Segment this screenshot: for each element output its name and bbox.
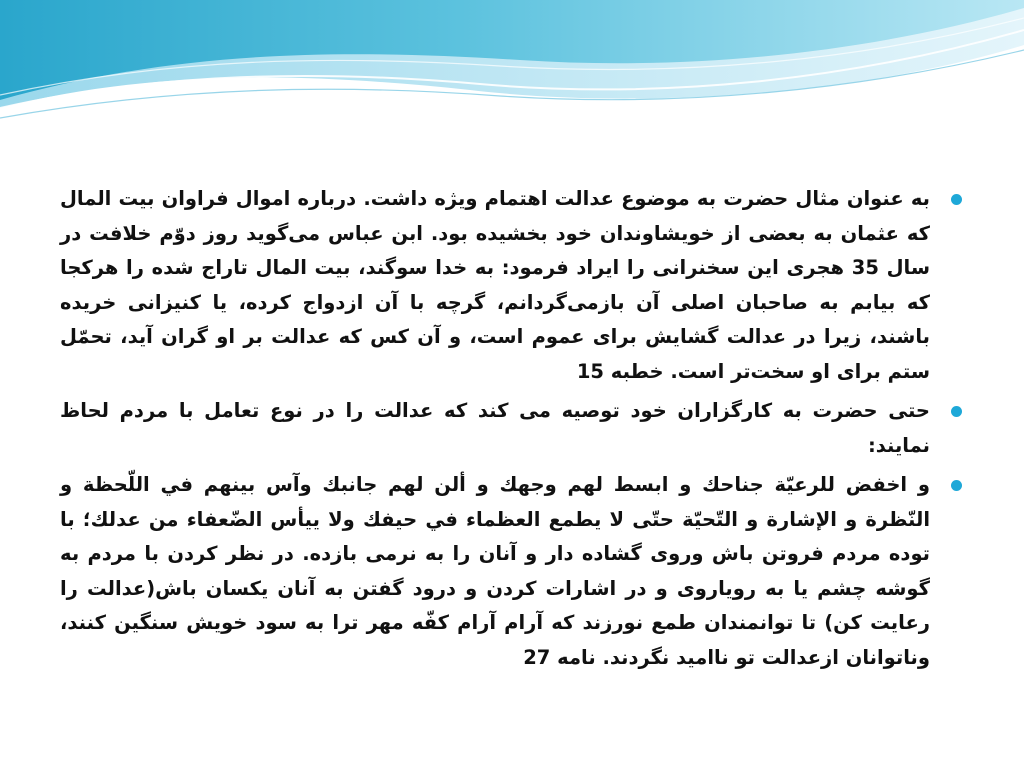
bullet-item [60, 182, 962, 389]
bullet-text: به عنوان مثال حضرت به موضوع عدالت اهتمام ویژه داشت. درباره اموال فراوان بیت المال که عثمان به بعضی از خویشاوندان خود بخشیده بود. ابن عباس می‌گوید روز دوّم خلافت در سال 35 هجری این سخنرانی را ایراد فرمود: به خدا سوگند، بیت المال تاراج شده را هرکجا که بیابم به صاحبان اصلی آن بازمی‌گردانم، گرچه با آن ازدواج کرده، یا کنیزانی خریده باشند، زیرا در عدالت گشایش برای عموم است، و آن کس که عدالت بر او گران آید، تحمّل ستم برای او سخت‌تر است. خطبه 15 [60, 187, 930, 383]
bullet-list [60, 182, 962, 675]
bullet-text: و اخفض للرعيّة جناحك و ابسط لهم وجهك و ألن لهم جانبك وآس بينهم في اللّحظة و النّظرة و الإشارة و التّحيّة حتّى لا يطمع العظماء في حيفك ولا ييأس الضّعفاء من عدلك؛ با توده مردم فروتن باش وروی گشاده دار و آنان را به نرمی بازده. در نظر کردن با مردم به گوشه چشم یا به رویاروی و در اشارات کردن و درود گفتن به آنان یکسان باش(عدالت را رعایت کن) تا توانمندان طمع نورزند که آرام آرام کفّه مهر ترا به سود خویش سنگین کنند، وناتوانان ازعدالت تو ناامید نگردند. نامه 27 [60, 473, 930, 669]
bullet-item [60, 468, 962, 675]
wave-header-decoration [0, 0, 1024, 130]
bullet-dot-icon [951, 194, 962, 205]
bullet-text: حتی حضرت به کارگزاران خود توصیه می کند که عدالت را در نوع تعامل با مردم لحاظ نمایند: [60, 399, 930, 457]
bullet-dot-icon [951, 406, 962, 417]
slide-body [60, 182, 962, 680]
bullet-item [60, 394, 962, 463]
bullet-dot-icon [951, 480, 962, 491]
